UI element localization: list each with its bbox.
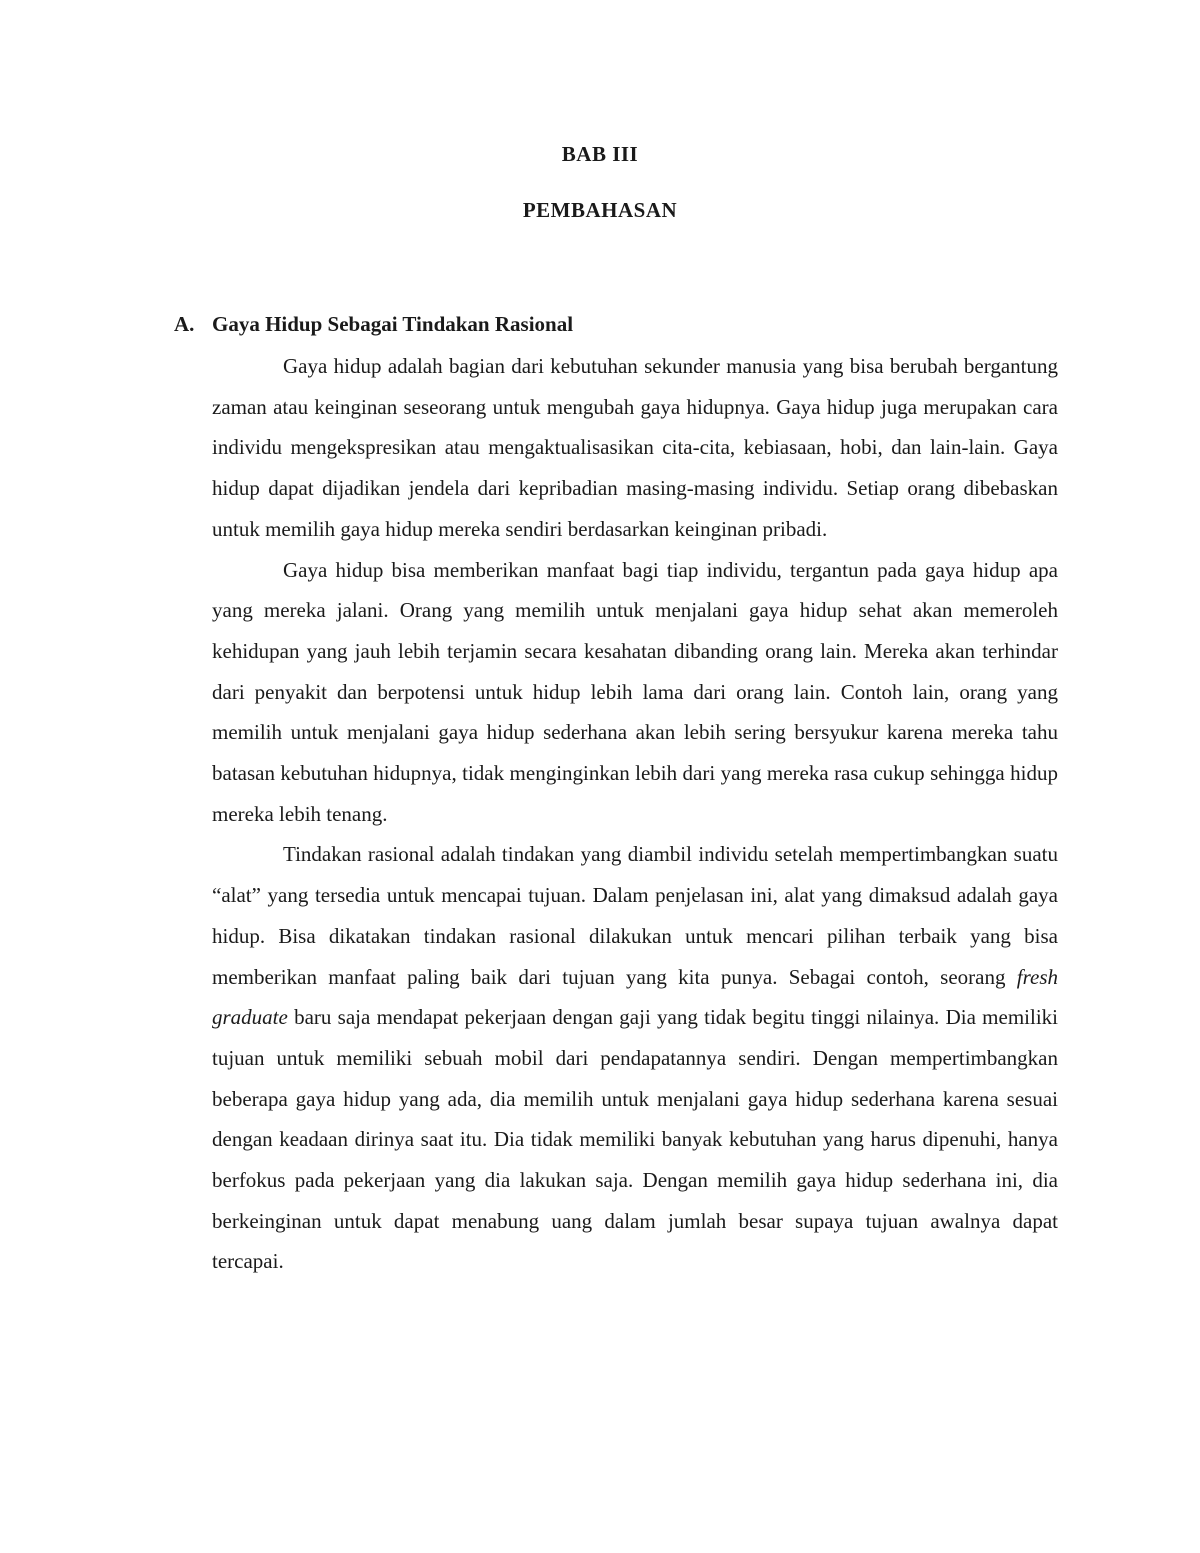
paragraph-2: Gaya hidup bisa memberikan manfaat bagi tiap individu, tergantun pada gaya hidup apa yang mereka jalani. Orang yang memilih untuk menjalani gaya hidup sehat akan memeroleh kehidupan yang jauh lebih terjamin secara kesahatan dibanding orang lain. Mereka akan terhindar dari penyakit dan berpotensi untuk hidup lebih lama dari orang lain. Contoh lain, orang yang memilih untuk menjalani gaya hidup sederhana akan lebih sering bersyukur karena mereka tahu batasan kebutuhan hidupnya, tidak menginginkan lebih dari yang mereka rasa cukup sehingga hidup mereka lebih tenang. — [212, 557, 1058, 826]
paragraph-3 — [212, 834, 1058, 1282]
italic-term: fresh graduate — [212, 964, 1058, 1030]
paragraph-3-text-start: Tindakan rasional adalah tindakan yang diambil individu setelah mempertimbangkan suatu “alat” yang tersedia untuk mencapai tujuan. Dalam penjelasan ini, alat yang dimaksud adalah gaya hidup. Bisa dikatakan tindakan rasional dilakukan untuk mencari pilihan terbaik yang bisa memberikan manfaat paling baik dari tujuan yang kita punya. Sebagai contoh, seorang — [212, 842, 1058, 989]
section-title: Gaya Hidup Sebagai Tindakan Rasional — [212, 312, 574, 336]
section-heading — [174, 312, 573, 337]
chapter-title: PEMBAHASAN — [522, 198, 678, 222]
chapter-number: BAB III — [561, 142, 639, 166]
section-letter: A. — [174, 312, 195, 336]
paragraph-1: Gaya hidup adalah bagian dari kebutuhan sekunder manusia yang bisa berubah bergantung zaman atau keinginan seseorang untuk mengubah gaya hidupnya. Gaya hidup juga merupakan cara individu mengekspresikan atau mengaktualisasikan cita-cita, kebiasaan, hobi, dan lain-lain. Gaya hidup dapat dijadikan jendela dari kepribadian masing-masing individu. Setiap orang dibebaskan untuk memilih gaya hidup mereka sendiri berdasarkan keinginan pribadi. — [212, 354, 1058, 541]
paragraph-3-text-end: baru saja mendapat pekerjaan dengan gaji yang tidak begitu tinggi nilainya. Dia memiliki tujuan untuk memiliki sebuah mobil dari pendapatannya sendiri. Dengan mempertimbangkan beberapa gaya hidup yang ada, dia memilih untuk menjalani gaya hidup sederhana karena sesuai dengan keadaan dirinya saat itu. Dia tidak memiliki banyak kebutuhan yang harus dipenuhi, hanya berfokus pada pekerjaan yang dia lakukan saja. Dengan memilih gaya hidup sederhana ini, dia berkeinginan untuk dapat menabung uang dalam jumlah besar supaya tujuan awalnya dapat tercapai. — [212, 1005, 1058, 1274]
body-text — [212, 346, 1058, 1282]
